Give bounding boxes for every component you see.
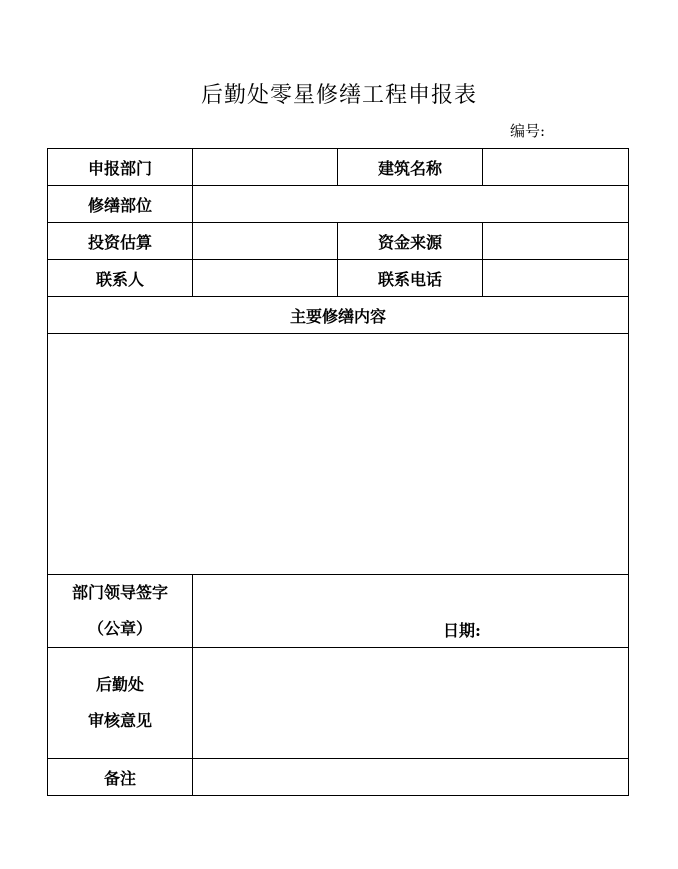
serial-number-label: 编号: (510, 122, 546, 140)
content-field[interactable] (48, 334, 629, 575)
dept-field[interactable] (193, 149, 338, 186)
logistics-review-field[interactable] (193, 648, 629, 759)
leader-sign-line1: 部门领导签字 (71, 583, 168, 602)
building-label: 建筑名称 (338, 149, 483, 186)
phone-label: 联系电话 (338, 260, 483, 297)
location-field[interactable] (193, 186, 629, 223)
remarks-field[interactable] (193, 759, 629, 796)
contact-label: 联系人 (48, 260, 193, 297)
funding-label: 资金来源 (338, 223, 483, 260)
building-field[interactable] (483, 149, 629, 186)
logistics-line1: 后勤处 (95, 675, 144, 694)
contact-field[interactable] (193, 260, 338, 297)
logistics-review-label (48, 648, 193, 759)
leader-sign-label (48, 575, 193, 648)
phone-field[interactable] (483, 260, 629, 297)
leader-sign-field[interactable] (193, 575, 629, 648)
remarks-label: 备注 (48, 759, 193, 796)
repair-application-table (47, 148, 629, 796)
leader-sign-line2: （公章） (87, 619, 152, 638)
dept-label: 申报部门 (48, 149, 193, 186)
logistics-line2: 审核意见 (87, 711, 152, 730)
date-label: 日期: (443, 621, 481, 640)
location-label: 修缮部位 (48, 186, 193, 223)
content-header: 主要修缮内容 (48, 297, 629, 334)
form-title: 后勤处零星修缮工程申报表 (200, 83, 477, 108)
funding-field[interactable] (483, 223, 629, 260)
investment-field[interactable] (193, 223, 338, 260)
investment-label: 投资估算 (48, 223, 193, 260)
